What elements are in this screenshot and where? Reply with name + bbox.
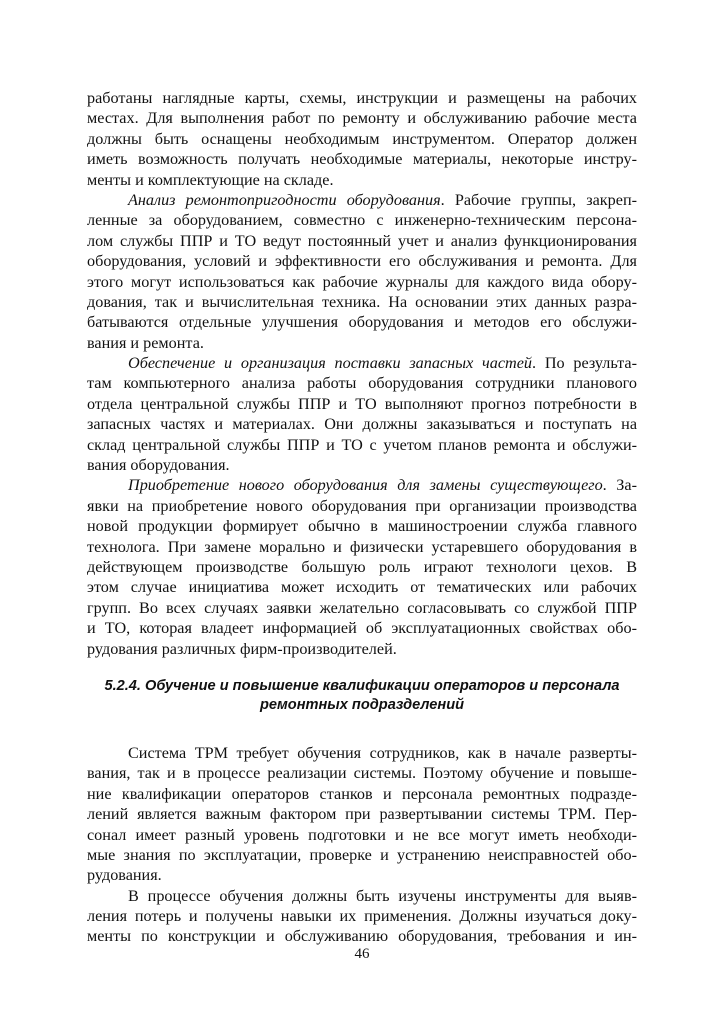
text-line: рудования. <box>87 866 162 885</box>
page-body <box>87 88 637 947</box>
text-line: дования, так и вычислительная техника. На основании этих данных разра- <box>87 292 637 311</box>
section-heading-line: 5.2.4. Обучение и повышение квалификации операторов и персонала <box>104 677 620 694</box>
text-line <box>87 353 637 373</box>
paragraph <box>87 743 637 886</box>
text-line <box>87 475 637 495</box>
text-line: работаны наглядные карты, схемы, инструкции и размещены на рабочих <box>87 89 637 107</box>
text-line: ленные за оборудованием, совместно с инженерно-техническим персона- <box>87 211 637 230</box>
text-line: Система ТРМ требует обучения сотрудников, как в начале разверты- <box>128 743 637 762</box>
text-line: там компьютерного анализа работы оборудования сотрудники планового <box>87 374 637 393</box>
text-line: вания оборудования. <box>87 456 230 475</box>
text-span: . Рабочие группы, закреп- <box>440 190 637 209</box>
paragraph <box>87 475 637 659</box>
paragraph <box>87 353 637 475</box>
text-line: отдела центральной службы ППР и ТО выполняют прогноз потребности в <box>87 394 637 413</box>
paragraph-lead-phrase: Анализ ремонтопригодности оборудования <box>128 190 441 209</box>
paragraph-lead-phrase: Обеспечение и организация поставки запасных частей <box>128 354 533 373</box>
text-line <box>87 190 637 210</box>
text-line: оборудования, условий и эффективности его обслуживания и ремонта. Для <box>87 252 637 271</box>
text-line: действующем производстве большую роль играют технологи цехов. В <box>87 557 637 576</box>
text-line: групп. Во всех случаях заявки желательно согласовывать со службой ППР <box>87 598 637 617</box>
text-line: менты по конструкции и обслуживанию оборудования, требования и ин- <box>87 927 637 946</box>
text-line: склад центральной службы ППР и ТО с учетом планов ремонта и обслужи- <box>87 435 637 454</box>
text-line: рудования различных фирм-производителей. <box>87 639 397 658</box>
text-line: и ТО, которая владеет информацией об эксплуатационных свойствах обо- <box>87 619 637 638</box>
text-line: этого могут использоваться как рабочие журналы для каждого вида обору- <box>87 272 637 291</box>
text-span: . По результа- <box>532 354 637 373</box>
section-heading-line: ремонтных подразделений <box>259 696 465 713</box>
text-line: местах. Для выполнения работ по ремонту и обслуживанию рабочие места <box>87 109 637 128</box>
paragraph <box>87 886 637 947</box>
text-line: батываются отдельные улучшения оборудования и методов его обслужи- <box>87 313 637 332</box>
text-line: новой продукции формирует обычно в машиностроении служба главного <box>87 517 637 536</box>
text-line: лом службы ППР и ТО ведут постоянный учет и анализ функционирования <box>87 231 637 250</box>
paragraph-lead-phrase: Приобретение нового оборудования для замены существующего <box>128 476 603 495</box>
text-line: иметь возможность получать необходимые материалы, некоторые инстру- <box>87 150 637 169</box>
text-line: явки на приобретение нового оборудования при организации производства <box>87 496 637 515</box>
paragraph <box>87 88 637 190</box>
text-line: вания, так и в процессе реализации системы. Поэтому обучение и повыше- <box>87 764 637 783</box>
text-span: . За- <box>602 476 637 495</box>
section-heading <box>87 677 637 715</box>
page-number: 46 <box>354 946 370 962</box>
text-line: технолога. При замене морально и физически устаревшего оборудования в <box>87 537 637 556</box>
text-line: должны быть оснащены необходимым инструментом. Оператор должен <box>87 129 637 148</box>
paragraph <box>87 190 637 353</box>
text-line: В процессе обучения должны быть изучены инструменты для выяв- <box>128 886 637 905</box>
text-line: мые знания по эксплуатации, проверке и устранению неисправностей обо- <box>87 845 637 864</box>
text-line: сонал имеет разный уровень подготовки и не все могут иметь необходи- <box>87 825 637 844</box>
text-line: лений является важным фактором при развертывании системы ТРМ. Пер- <box>87 805 637 824</box>
text-line: этом случае инициатива может исходить от тематических или рабочих <box>87 578 637 597</box>
text-line: менты и комплектующие на складе. <box>87 170 334 189</box>
text-line: ние квалификации операторов станков и персонала ремонтных подразде- <box>87 784 637 803</box>
text-line: вания и ремонта. <box>87 333 204 352</box>
text-line: запасных частях и материалах. Они должны заказываться и поступать на <box>87 415 637 434</box>
text-line: ления потерь и получены навыки их применения. Должны изучаться доку- <box>87 907 637 926</box>
